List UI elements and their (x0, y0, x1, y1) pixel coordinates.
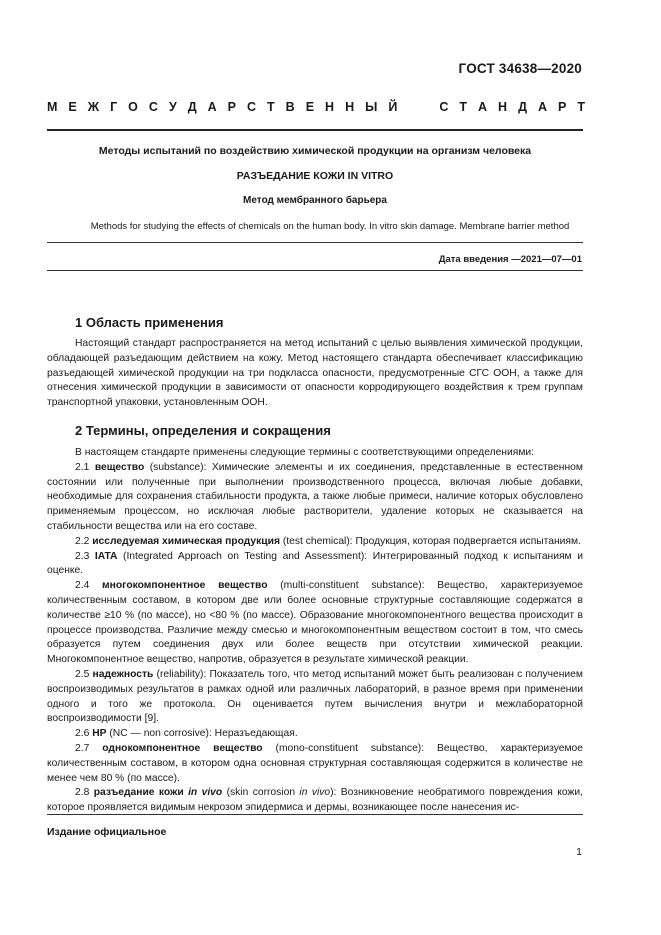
heading-letter: Д (187, 100, 197, 114)
title-main: Методы испытаний по воздействию химической продукции на организм человека (98, 145, 532, 157)
term-definition (47, 786, 583, 816)
heading-letter: Й (388, 100, 398, 114)
term-number: 2.8 (75, 787, 90, 799)
title-method: Метод мембранного барьера (243, 195, 387, 206)
heading-letter: В (285, 100, 295, 114)
term-number: 2.1 (75, 461, 90, 473)
term-definition (47, 742, 583, 786)
heading-letter: С (148, 100, 158, 114)
term-name: вещество (94, 461, 145, 473)
term-number: 2.2 (75, 535, 90, 547)
heading-letter: Н (345, 100, 355, 114)
title-english: Methods for studying the effects of chemicals on the human body. In vitro skin damage. Membrane barrier method (90, 221, 570, 232)
term-text: ): Возникновение необратимого повреждения кожи, которое проявляется видимым некрозом эпидермиса и дермы, возникающее после нанесения ис- (47, 787, 583, 814)
heading-letter: М (47, 100, 58, 114)
term-number: 2.3 (75, 550, 90, 562)
heading-letter: У (168, 100, 177, 114)
term-name: надежность (92, 668, 154, 680)
term-english-italic: in vivo (299, 787, 331, 799)
term-name: однокомпонентное вещество (102, 742, 263, 754)
heading-letter: Ы (365, 100, 378, 114)
term-name: разъедание кожи (93, 787, 189, 799)
standard-type-heading (47, 100, 585, 114)
heading-letter: Т (577, 100, 585, 114)
title-rule-top (47, 242, 583, 243)
title-sub: РАЗЪЕДАНИЕ КОЖИ IN VITRO (236, 170, 394, 182)
term-text: (reliability): Показатель того, что метод испытаний может быть реализован с получением воспроизводимых результатов в рамках одной или различных лабораторий, в разное время при применении одного и того же протокола. Он оценивается путем вычисления внутри и межлабораторной воспроизводимости [9]. (47, 668, 583, 725)
term-definition (47, 727, 583, 742)
term-definition (47, 550, 583, 580)
term-number: 2.6 (75, 728, 90, 740)
heading-letter: Р (558, 100, 567, 114)
term-definition (47, 668, 583, 727)
edition-label: Издание официальное (47, 826, 167, 838)
term-name: исследуемая химическая продукция (92, 535, 280, 547)
header-rule (47, 129, 583, 131)
heading-letter: С (247, 100, 257, 114)
term-text: (mono-constituent substance): Вещество, характеризуемое количественным составом, в котором одна основная структурная составляющая содержится в количестве не менее чем 80 % (по массе). (47, 742, 583, 784)
section-2-heading: 2 Термины, определения и сокращения (75, 423, 331, 438)
heading-letter: Р (227, 100, 236, 114)
section-1-body (47, 337, 583, 411)
term-definition (47, 579, 583, 668)
term-name: НР (92, 728, 107, 740)
section-2-intro: В настоящем стандарте применены следующие термины с соответствующими определениями: (75, 447, 535, 458)
heading-letter: А (207, 100, 217, 114)
heading-letter: Е (305, 100, 315, 114)
term-text: (multi-constituent substance): Вещество, характеризуемое количественным составом, в котором две или более основные структурные составляющие содержатся в количестве ≥10 % (по массе), но <80 % (по массе). Образование многокомпонентного вещества происходит в процессе производства. Различие между смесью и многокомпонентным веществом состоит в том, что смесь образуется путем соединения двух или более веществ при отсутствии химической реакции. Многокомпонентное вещество, напротив, образуется в результате химической реакции. (47, 580, 584, 666)
section-1-paragraph: Настоящий стандарт распространяется на метод испытаний с целью выявления химической продукции, обладающей разъедающим действием на кожу. Метод настоящего стандарта обеспечивает классификацию разъедающей химической продукции на три подкласса опасности, предусмотренные СГС ООН, а также для отнесения химической продукции в зависимости от опасности корродирующего воздействия к трем группам транспортной упаковки, установленным ООН. (47, 338, 583, 409)
date-introduction: Дата введения —2021—07—01 (438, 254, 582, 265)
heading-letter: Т (267, 100, 275, 114)
heading-letter: Д (518, 100, 527, 114)
heading-letter: Г (110, 100, 118, 114)
gost-number: ГОСТ 34638—2020 (458, 61, 582, 76)
page-number: 1 (576, 846, 582, 858)
term-text: (Integrated Approach on Testing and Assessment): Интегрированный подход к испытаниям и оценке. (47, 550, 583, 577)
heading-letter: С (439, 100, 449, 114)
heading-letter: Е (68, 100, 77, 114)
section-1-heading: 1 Область применения (75, 315, 224, 330)
term-text: (test chemical): Продукция, которая подвергается испытаниям. (279, 535, 581, 547)
term-name: IATA (94, 550, 118, 562)
footer-rule (47, 814, 583, 815)
term-definition (47, 535, 583, 550)
term-definition (47, 461, 583, 535)
heading-letter: Ж (87, 100, 100, 114)
term-english-prefix: (skin corrosion (222, 787, 300, 799)
term-number: 2.4 (75, 580, 90, 592)
heading-letter: О (128, 100, 138, 114)
term-text: (NC — non corrosive): Неразъедающая. (106, 728, 298, 740)
term-name: многокомпонентное вещество (102, 580, 268, 592)
heading-letter: Т (459, 100, 468, 114)
heading-letter: Н (325, 100, 335, 114)
term-text: (substance): Химические элементы и их соединения, представленные в естественном состоянии или полученные при выполнении производственного процесса, включая любые добавки, необходимые для сохранения стабильности продукта, а также любые примеси, наличие которых обусловлено применяемым процессом, но исключая любые растворители, удаление которых не сказывается на стабильности вещества или на его составе. (47, 461, 583, 532)
term-number: 2.5 (75, 668, 90, 680)
heading-letter: А (537, 100, 548, 114)
section-2-body (47, 446, 583, 816)
title-rule-bottom (47, 270, 583, 271)
heading-gap (408, 100, 428, 114)
term-name-italic: in vivo (188, 787, 223, 799)
term-number: 2.7 (75, 742, 90, 754)
heading-letter: Н (498, 100, 508, 114)
heading-letter: А (478, 100, 488, 114)
